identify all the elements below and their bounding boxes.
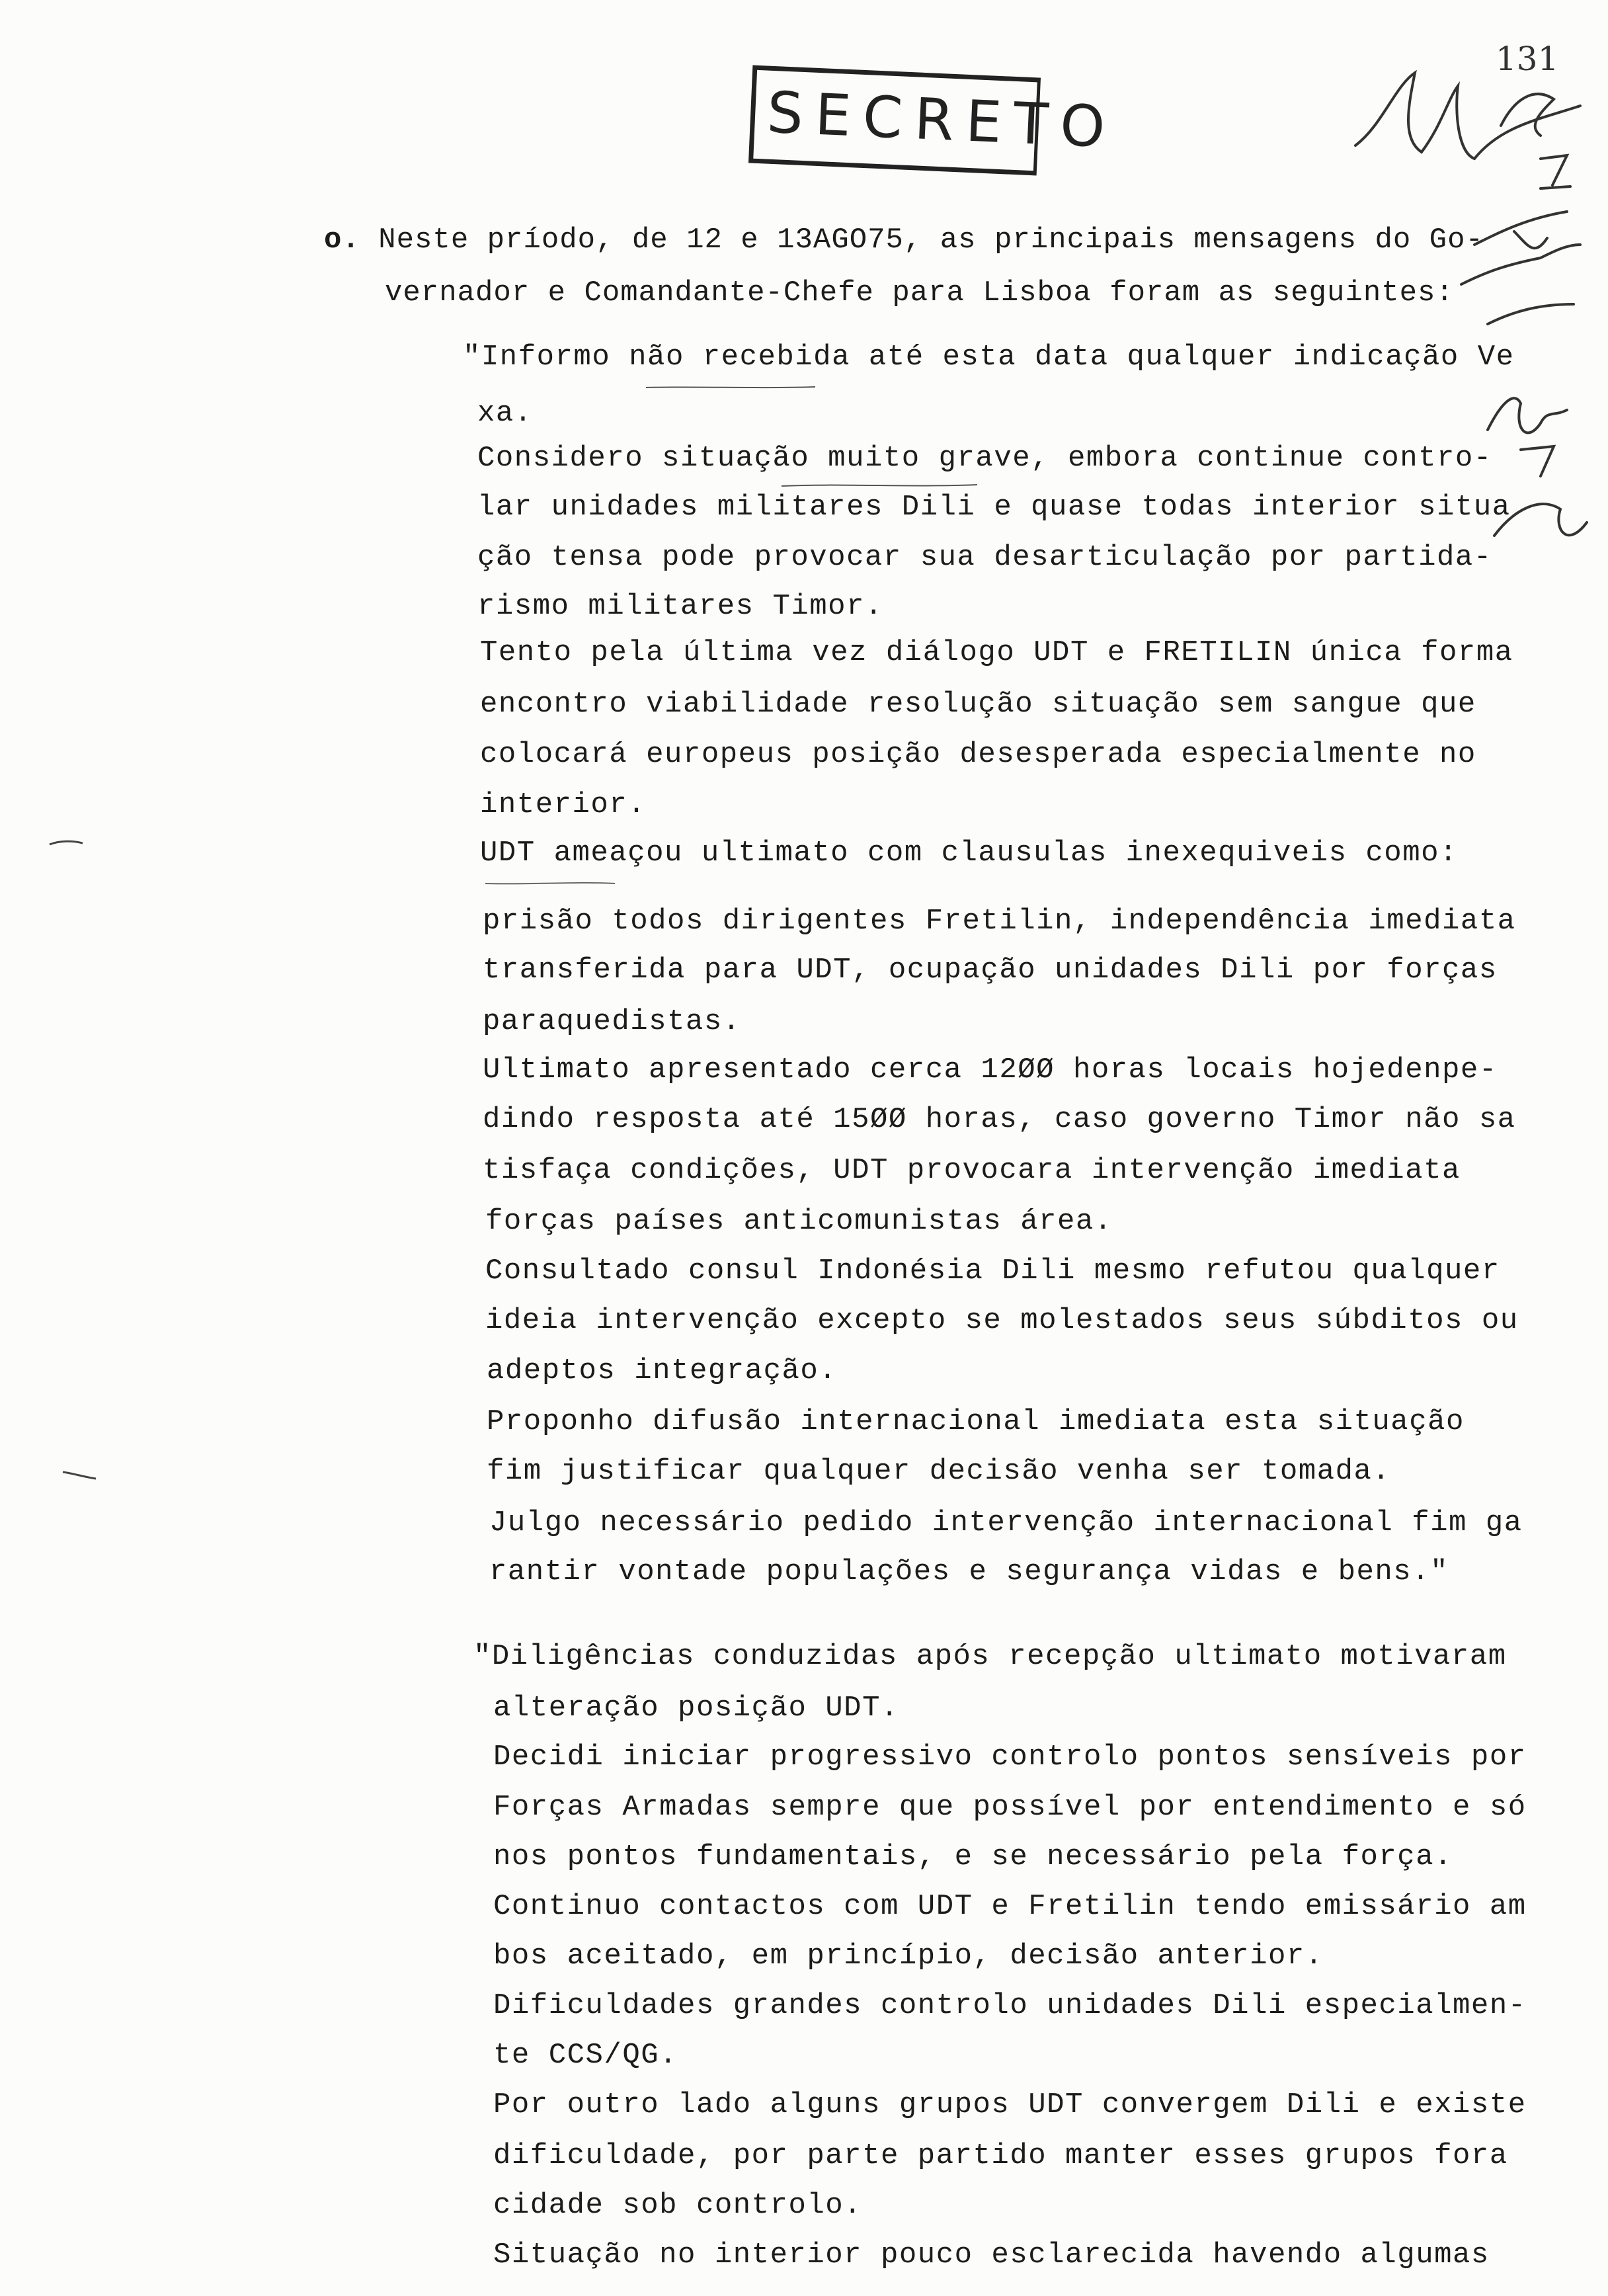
message-2-line: nos pontos fundamentais, e se necessário pela força. [493, 1840, 1453, 1873]
intro-text: Neste príodo, de 12 e 13AGO75, as principais mensagens do Go- [378, 224, 1484, 257]
message-1-line: Proponho difusão internacional imediata esta situação [487, 1405, 1465, 1438]
message-1-line: lar unidades militares Dili e quase todas interior situa [477, 491, 1511, 524]
message-1-line: Tento pela última vez diálogo UDT e FRETILIN única forma [480, 636, 1513, 669]
message-1-line: transferida para UDT, ocupação unidades Dili por forças [483, 954, 1498, 987]
classification-stamp: SECRETO [766, 79, 1119, 161]
underline-mark [780, 481, 979, 489]
intro-line [324, 224, 1484, 257]
message-1-line: tisfaça condições, UDT provocara intervenção imediata [483, 1154, 1461, 1187]
message-2-line: Decidi iniciar progressivo controlo pontos sensíveis por [493, 1741, 1527, 1774]
message-2-line: Forças Armadas sempre que possível por entendimento e só [493, 1791, 1527, 1824]
message-1-line: adeptos integração. [487, 1354, 838, 1387]
margin-tick-mark [60, 1468, 99, 1481]
message-1-line: Considero situação muito grave, embora continue contro- [477, 442, 1492, 475]
item-bullet: o. [324, 224, 360, 257]
message-2-line: Situação no interior pouco esclarecida havendo algumas [493, 2238, 1490, 2272]
message-1-line: UDT ameaçou ultimato com clausulas inexequiveis como: [480, 837, 1458, 870]
message-2-line: alteração posição UDT. [493, 1692, 899, 1725]
message-2-line: Continuo contactos com UDT e Fretilin tendo emissário am [493, 1890, 1527, 1923]
underline-mark [484, 880, 616, 887]
message-1-line: xa. [477, 397, 533, 430]
message-1-line: ideia intervenção excepto se molestados seus súbditos ou [485, 1304, 1519, 1337]
message-1-line: fim justificar qualquer decisão venha ser tomada. [487, 1455, 1391, 1488]
message-2-line: bos aceitado, em princípio, decisão anterior. [493, 1940, 1324, 1973]
message-2-line: te CCS/QG. [493, 2039, 678, 2072]
message-1-line: prisão todos dirigentes Fretilin, independência imediata [483, 905, 1516, 938]
message-1-line: paraquedistas. [483, 1005, 741, 1038]
message-1-line: Ultimato apresentado cerca 12ØØ horas locais hojedenpe- [483, 1053, 1498, 1086]
message-1-line: dindo resposta até 15ØØ horas, caso governo Timor não sa [483, 1103, 1516, 1136]
message-1-line: rismo militares Timor. [477, 590, 883, 623]
intro-line: vernador e Comandante-Chefe para Lisboa foram as seguintes: [385, 276, 1454, 309]
message-1-line: forças países anticomunistas área. [485, 1205, 1113, 1238]
message-1-line: "Informo não recebida até esta data qualquer indicação Ve [463, 341, 1515, 374]
margin-tick-mark [46, 837, 86, 850]
message-1-line: colocará europeus posição desesperada especialmente no [480, 738, 1476, 771]
message-2-line: "Diligências conduzidas após recepção ultimato motivaram [473, 1640, 1507, 1673]
underline-mark [645, 384, 817, 391]
message-1-line: encontro viabilidade resolução situação sem sangue que [480, 688, 1476, 721]
message-1-line: interior. [480, 788, 647, 821]
message-2-line: dificuldade, por parte partido manter esses grupos fora [493, 2139, 1508, 2172]
message-1-line: Julgo necessário pedido intervenção internacional fim ga [489, 1506, 1523, 1539]
message-1-line: rantir vontade populações e segurança vidas e bens." [489, 1555, 1449, 1588]
message-2-line: cidade sob controlo. [493, 2189, 863, 2222]
message-2-line: Dificuldades grandes controlo unidades Dili especialmen- [493, 1989, 1527, 2022]
message-1-line: Consultado consul Indonésia Dili mesmo refutou qualquer [485, 1254, 1500, 1288]
message-2-line: Por outro lado alguns grupos UDT convergem Dili e existe [493, 2088, 1527, 2121]
message-1-line: ção tensa pode provocar sua desarticulação por partida- [477, 541, 1492, 574]
page-number: 131 [1496, 40, 1559, 78]
